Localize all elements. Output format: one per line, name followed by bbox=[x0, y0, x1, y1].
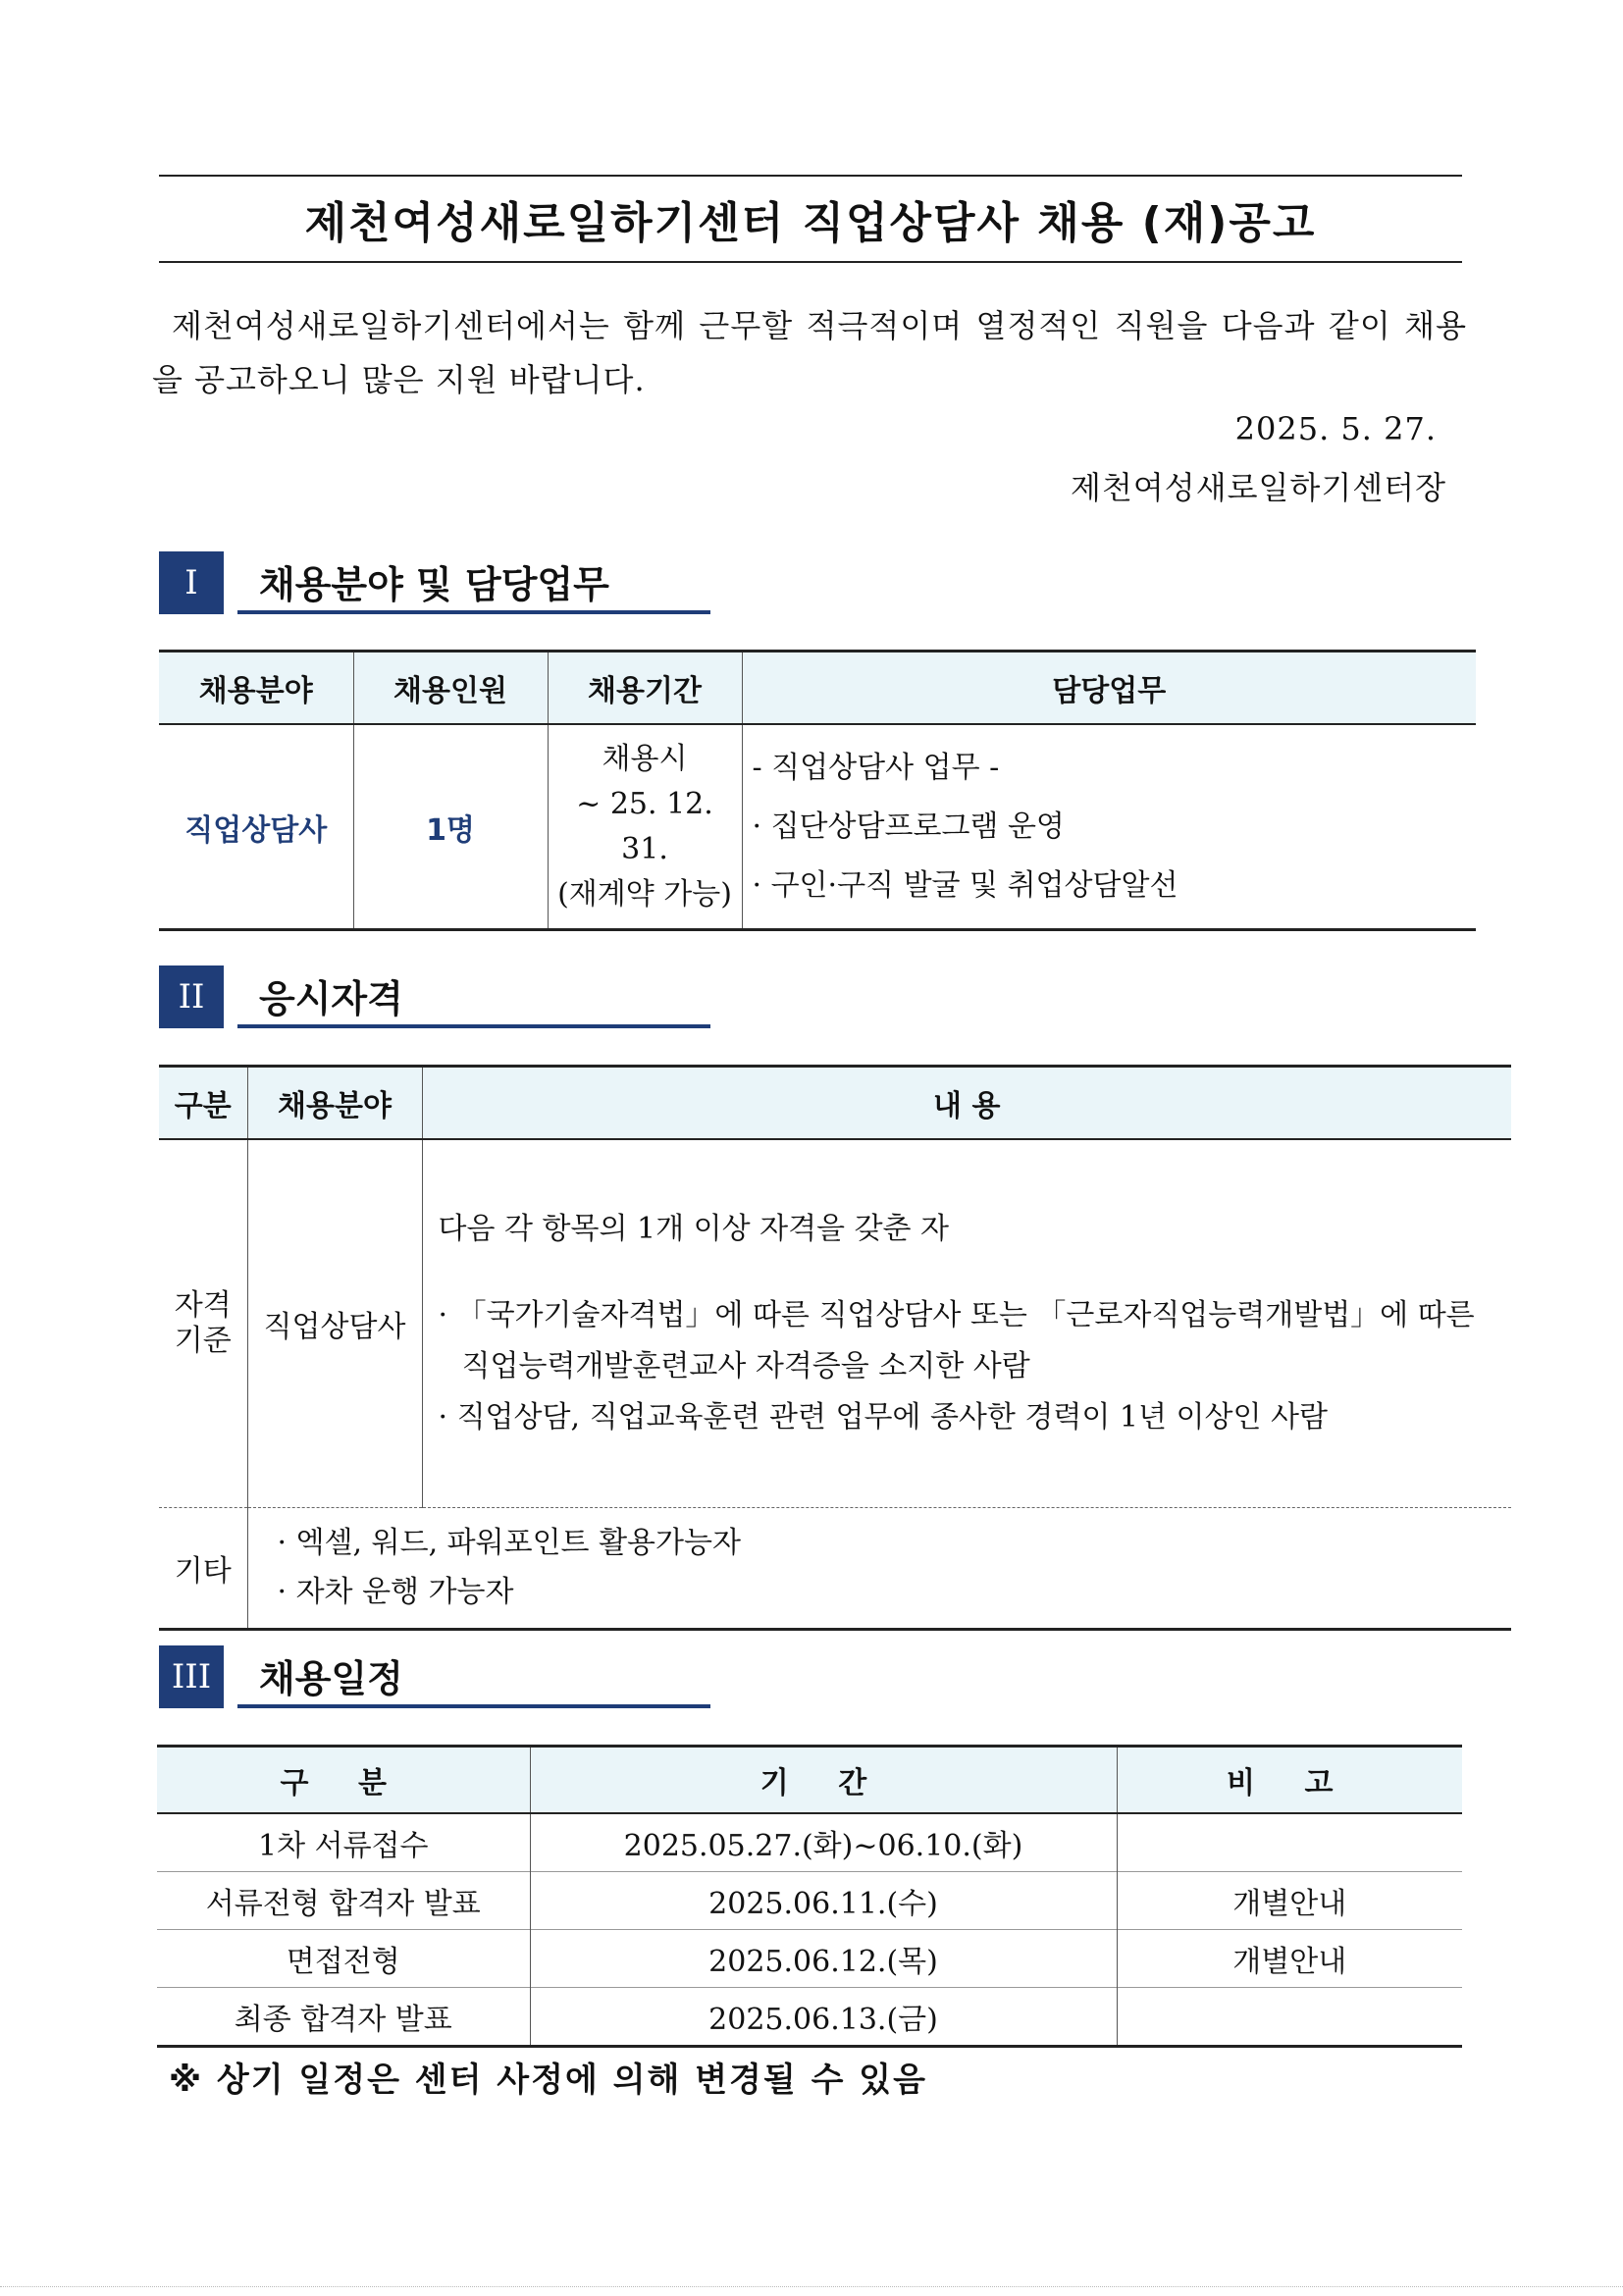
page-bottom-rule bbox=[0, 2286, 1623, 2287]
header-category: 구분 bbox=[159, 1067, 247, 1140]
qualification-item: · 「국가기술자격법」에 따른 직업상담사 또는 「근로자직업능력개발법」에 따른 직업능력개발훈련교사 자격증을 소지한 사람 bbox=[438, 1298, 1475, 1383]
header-stage: 구 분 bbox=[157, 1747, 530, 1814]
table-row: 1차 서류접수 2025.05.27.(화)~06.10.(화) bbox=[157, 1813, 1462, 1872]
qualification-content bbox=[422, 1139, 1511, 1508]
etc-item: · 엑셀, 워드, 파워포인트 활용가능자 bbox=[277, 1526, 741, 1560]
header-period: 채용기간 bbox=[548, 652, 742, 725]
header-duties: 담당업무 bbox=[742, 652, 1476, 725]
qualification-lead: 다음 각 항목의 1개 이상 자격을 갖춘 자 bbox=[438, 1212, 950, 1246]
qualification-table bbox=[159, 1065, 1511, 1631]
section-3-title: 채용일정 bbox=[237, 1645, 710, 1708]
table-row: 최종 합격자 발표 2025.06.13.(금) bbox=[157, 1988, 1462, 2047]
header-field: 채용분야 bbox=[247, 1067, 422, 1140]
table-header-row bbox=[157, 1747, 1462, 1814]
schedule-table bbox=[157, 1745, 1462, 2048]
intro-paragraph: 제천여성새로일하기센터에서는 함께 근무할 적극적이며 열정적인 직원을 다음과 같이 채용을 공고하오니 많은 지원 바랍니다. bbox=[152, 307, 1467, 398]
job-duties: - 직업상담사 업무 - · 집단상담프로그램 운영 · 구인·구직 발굴 및 취업상담알선 bbox=[752, 750, 1178, 903]
section-1-title: 채용분야 및 담당업무 bbox=[237, 551, 710, 614]
qualification-label: 자격 기준 bbox=[159, 1139, 247, 1508]
announcement-date: 2025. 5. 27. bbox=[1234, 410, 1437, 447]
table-row bbox=[159, 724, 1476, 930]
qualification-field: 직업상담사 bbox=[247, 1139, 422, 1508]
header-period: 기 간 bbox=[530, 1747, 1117, 1814]
page-title: 제천여성새로일하기센터 직업상담사 채용 (재)공고 bbox=[304, 198, 1317, 248]
section-3-number: III bbox=[159, 1645, 224, 1708]
table-row bbox=[159, 1139, 1511, 1508]
job-count: 1명 bbox=[353, 724, 548, 930]
section-1-number: I bbox=[159, 551, 224, 614]
header-count: 채용인원 bbox=[353, 652, 548, 725]
schedule-notice: ※ 상기 일정은 센터 사정에 의해 변경될 수 있음 bbox=[169, 2061, 927, 2100]
job-period: 채용시 ~ 25. 12. 31. (재계약 가능) bbox=[548, 724, 742, 930]
header-content: 내 용 bbox=[422, 1067, 1511, 1140]
table-header-row bbox=[159, 652, 1476, 725]
section-1-header bbox=[159, 551, 710, 614]
section-2-title: 응시자격 bbox=[237, 965, 710, 1028]
title-box bbox=[159, 175, 1462, 263]
job-field: 직업상담사 bbox=[159, 724, 353, 930]
header-field: 채용분야 bbox=[159, 652, 353, 725]
table-row: 서류전형 합격자 발표 2025.06.11.(수) 개별안내 bbox=[157, 1872, 1462, 1930]
table-header-row bbox=[159, 1067, 1511, 1140]
etc-label: 기타 bbox=[159, 1508, 247, 1630]
header-note: 비 고 bbox=[1117, 1747, 1462, 1814]
section-3-header bbox=[159, 1645, 710, 1708]
etc-content bbox=[247, 1508, 1511, 1630]
table-row: 면접전형 2025.06.12.(목) 개별안내 bbox=[157, 1930, 1462, 1988]
section-2-header bbox=[159, 965, 710, 1028]
signature: 제천여성새로일하기센터장 bbox=[1071, 469, 1446, 506]
duties-table bbox=[159, 650, 1476, 931]
qualification-item: · 직업상담, 직업교육훈련 관련 업무에 종사한 경력이 1년 이상인 사람 bbox=[438, 1400, 1328, 1435]
section-2-number: II bbox=[159, 965, 224, 1028]
table-row bbox=[159, 1508, 1511, 1630]
etc-item: · 자차 운행 가능자 bbox=[277, 1575, 514, 1609]
